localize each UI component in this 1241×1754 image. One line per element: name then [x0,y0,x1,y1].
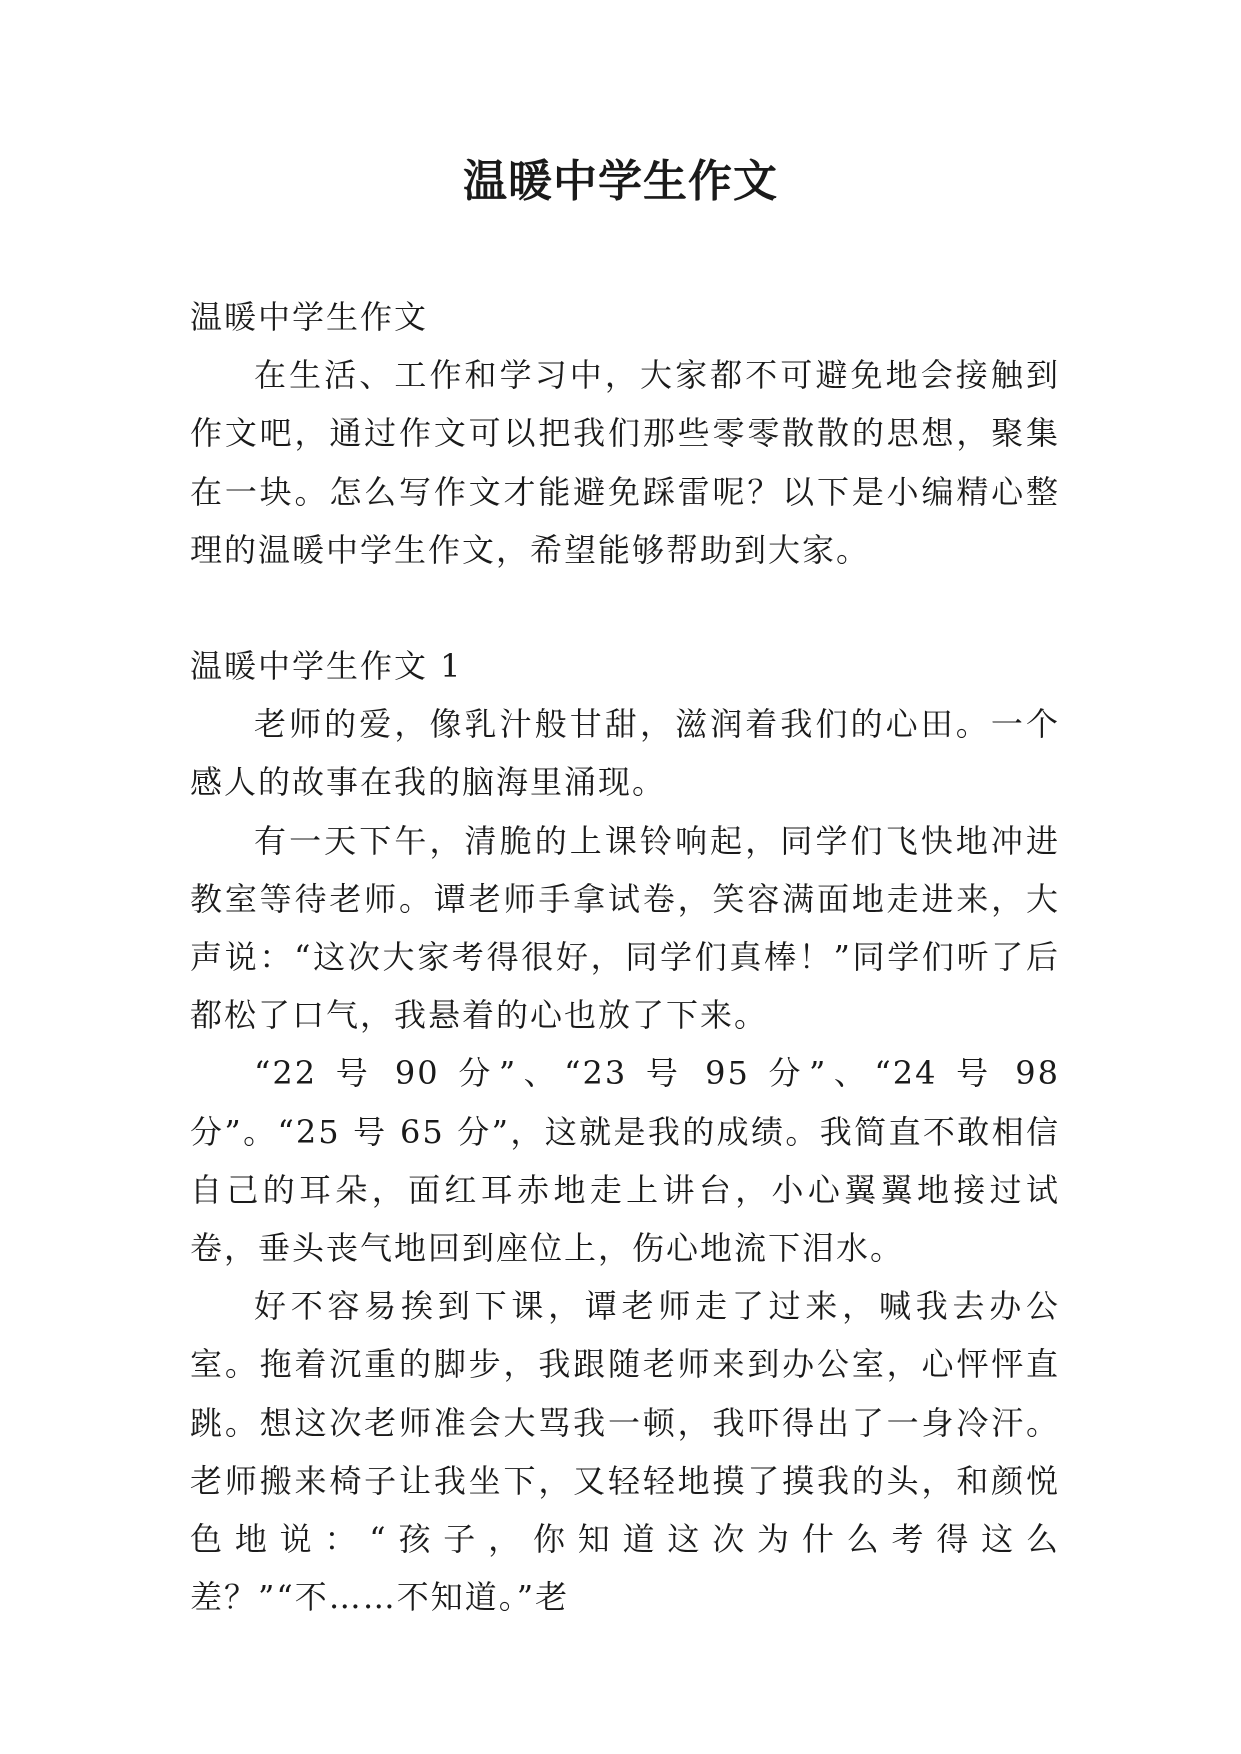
essay-1-paragraph-2: 有一天下午，清脆的上课铃响起，同学们飞快地冲进教室等待老师。谭老师手拿试卷，笑容满面地走进来，大声说：“这次大家考得很好，同学们真棒！”同学们听了后都松了口气，我悬着的心也放了下来。 [190,821,1060,1035]
essay-1-heading: 温暖中学生作文 1 [190,647,463,686]
document-body [190,288,1060,1626]
intro-paragraph: 在生活、工作和学习中，大家都不可避免地会接触到作文吧，通过作文可以把我们那些零零散散的思想，聚集在一块。怎么写作文才能避免踩雷呢？以下是小编精心整理的温暖中学生作文，希望能够帮助到大家。 [190,356,1060,569]
essay-1-paragraph-1: 老师的爱，像乳汁般甘甜，滋润着我们的心田。一个感人的故事在我的脑海里涌现。 [190,705,1060,802]
intro-heading: 温暖中学生作文 [190,298,429,336]
essay-1-paragraph-4: 好不容易挨到下课，谭老师走了过来，喊我去办公室。拖着沉重的脚步，我跟随老师来到办公室，心怦怦直跳。想这次老师准会大骂我一顿，我吓得出了一身冷汗。老师搬来椅子让我坐下，又轻轻地摸了摸我的头，和颜悦色地说：“孩子，你知道这次为什么考得这么差？”“不……不知道。”老 [190,1287,1060,1617]
document-title: 温暖中学生作文 [463,156,778,207]
section-spacer [190,579,1060,637]
essay-1-paragraph-3: “22 号 90 分”、“23 号 95 分”、“24 号 98 分”。“25 号 65 分”，这就是我的成绩。我简直不敢相信自己的耳朵，面红耳赤地走上讲台，小心翼翼地接过试卷，垂头丧气地回到座位上，伤心地流下泪水。 [190,1054,1060,1268]
